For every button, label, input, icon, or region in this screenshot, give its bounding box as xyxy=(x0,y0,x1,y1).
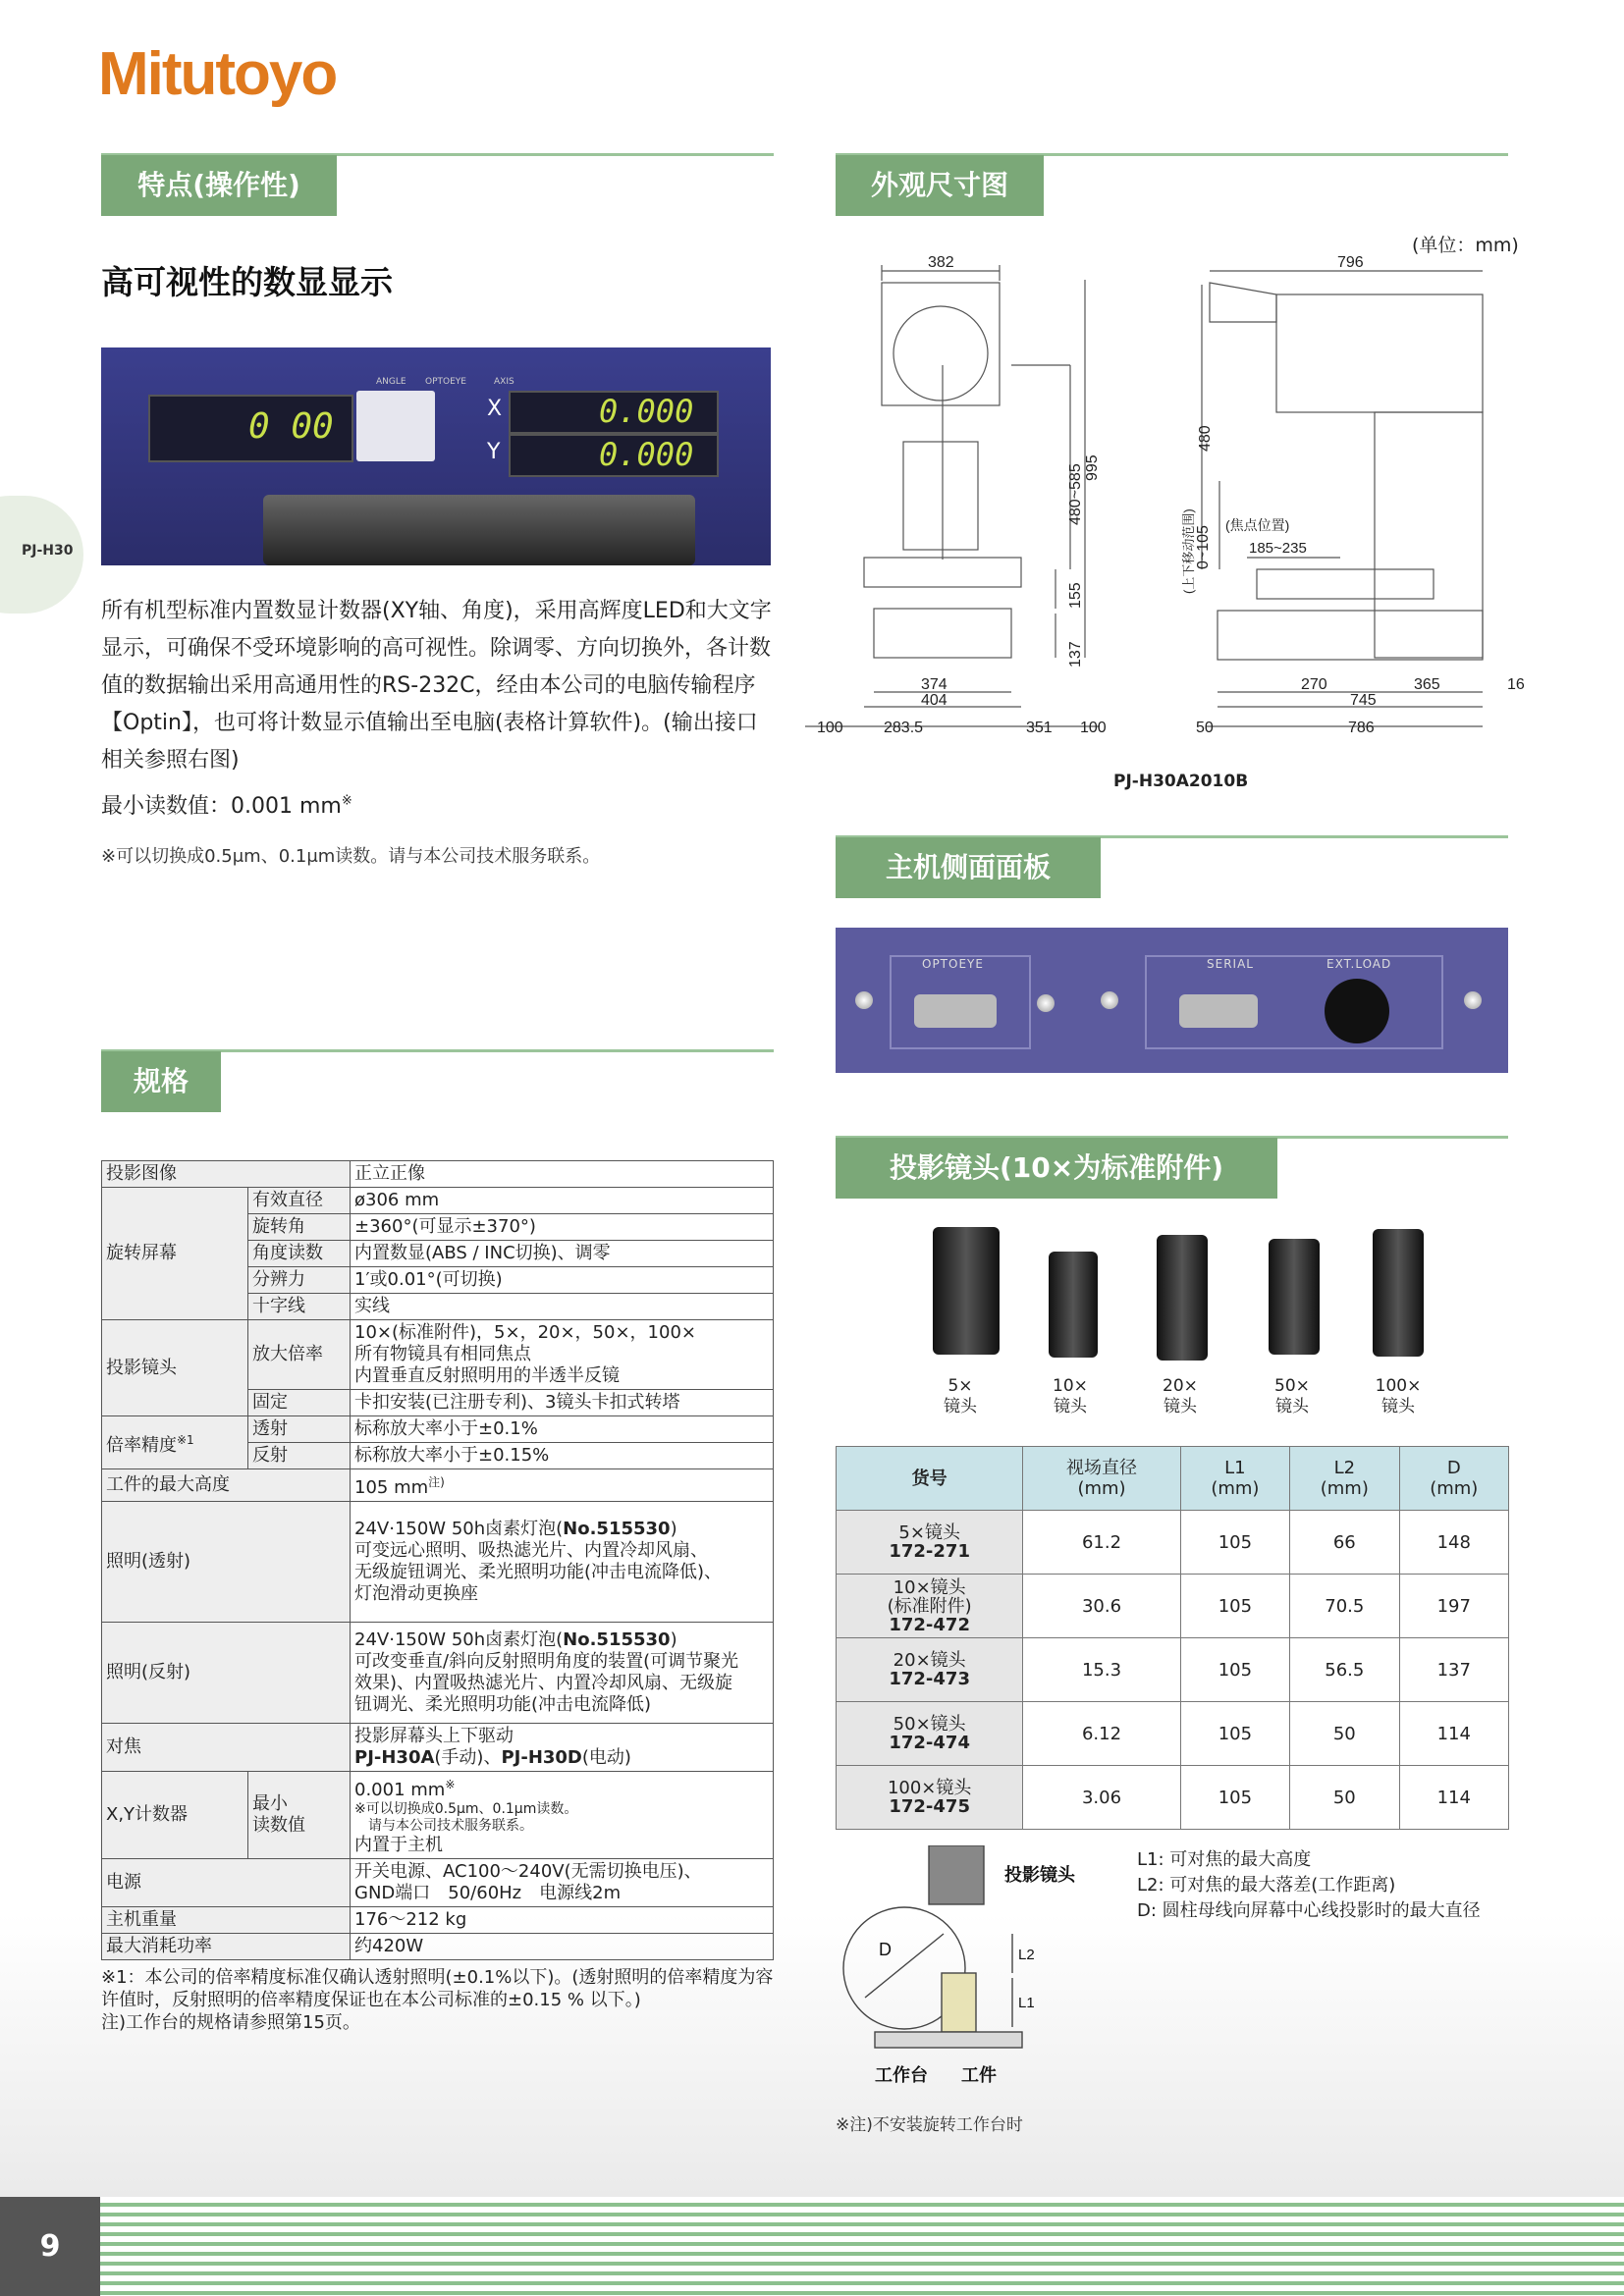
lens-caption xyxy=(1041,1376,1100,1417)
lens-fov: 30.6 xyxy=(1023,1575,1180,1638)
spec-subkey: 分辨力 xyxy=(248,1267,351,1294)
lens-name-note: (标准附件) xyxy=(887,1595,972,1617)
section-heading-side-panel: 主机侧面面板 xyxy=(836,837,1101,898)
spec-value: ø306 mm xyxy=(351,1188,774,1214)
lens-l2: 50 xyxy=(1290,1766,1399,1830)
optoeye-connector xyxy=(914,994,997,1028)
col-header-d xyxy=(1399,1447,1508,1511)
spec-table xyxy=(101,1160,774,1960)
lens-l1: 105 xyxy=(1180,1575,1289,1638)
spec-value: 约420W xyxy=(351,1934,774,1960)
dim-front-155: 155 xyxy=(1067,582,1084,609)
dimensions-caption: PJ-H30A2010B xyxy=(1113,772,1249,791)
lens-working-diagram xyxy=(836,1845,1110,2091)
diagram-work-label: 工件 xyxy=(961,2065,997,2085)
table-row xyxy=(102,1188,774,1214)
spec-value-sup: 注) xyxy=(428,1475,445,1489)
spec-subkey: 反射 xyxy=(248,1443,351,1469)
table-row xyxy=(102,1502,774,1623)
lens-code: 172-475 xyxy=(889,1796,970,1817)
dim-side-365: 365 xyxy=(1414,676,1440,693)
col-header-unit: (mm) xyxy=(1211,1478,1260,1499)
spec-line-a: 24V·150W 50h卤素灯泡( xyxy=(354,1629,564,1650)
lens-20x-photo xyxy=(1157,1235,1208,1361)
stage-base xyxy=(263,495,695,565)
screw-icon xyxy=(1101,991,1118,1009)
dim-side-16: 16 xyxy=(1507,676,1525,693)
col-header-fov xyxy=(1023,1447,1180,1511)
spec-footnotes xyxy=(101,1966,779,2034)
dim-side-480: 480 xyxy=(1197,425,1214,452)
serial-connector xyxy=(1179,994,1258,1028)
lens-fov: 3.06 xyxy=(1023,1766,1180,1830)
lens-100x-photo xyxy=(1373,1229,1424,1357)
col-header-text: 视场直径 xyxy=(1066,1458,1138,1478)
workpiece xyxy=(942,1973,976,2032)
ext-load-port-label: EXT.LOAD xyxy=(1326,957,1392,971)
spec-value: 1′或0.01°(可切换) xyxy=(351,1267,774,1294)
lens-l1: 105 xyxy=(1180,1766,1289,1830)
front-column xyxy=(903,442,978,550)
diagram-d-label: D xyxy=(879,1940,892,1959)
spec-subkey: 透射 xyxy=(248,1416,351,1443)
lens-d: 148 xyxy=(1399,1511,1508,1575)
spec-line-c: ) xyxy=(670,1629,677,1650)
spec-key: 旋转屏幕 xyxy=(102,1188,248,1320)
lens-fov: 6.12 xyxy=(1023,1702,1180,1766)
lens-caption-label: 镜头 xyxy=(1164,1397,1197,1416)
dim-front-480-585: 480~585 xyxy=(1067,463,1084,525)
spec-footnote-2: 注)工作台的规格请参照第15页。 xyxy=(101,2012,360,2033)
spec-value: 176～212 kg xyxy=(351,1907,774,1934)
axis-label: AXIS xyxy=(494,377,514,387)
legend-item: D: 圆柱母线向屏幕中心线投影时的最大直径 xyxy=(1137,1900,1481,1921)
spec-line xyxy=(354,1774,769,1801)
spec-value xyxy=(351,1724,774,1772)
lens-code: 172-472 xyxy=(889,1614,970,1635)
lens-l2: 66 xyxy=(1290,1511,1399,1575)
lens-caption xyxy=(1151,1376,1210,1417)
spec-value xyxy=(351,1859,774,1907)
spec-key xyxy=(102,1416,248,1469)
table-row xyxy=(102,1859,774,1907)
dim-front-283-5: 283.5 xyxy=(884,720,924,736)
spec-line: 内置垂直反射照明用的半透半反镜 xyxy=(354,1365,620,1386)
worktable xyxy=(875,2032,1022,2048)
lens-id xyxy=(837,1766,1023,1830)
col-header-unit: (mm) xyxy=(1430,1478,1479,1499)
lens-code: 172-474 xyxy=(889,1733,970,1753)
section-heading-features: 特点(操作性) xyxy=(101,155,337,216)
lens-id xyxy=(837,1511,1023,1575)
col-header-text: L1 xyxy=(1224,1458,1246,1478)
col-header-text: D xyxy=(1446,1458,1461,1478)
spec-key: 照明(透射) xyxy=(102,1502,351,1623)
spec-key: 电源 xyxy=(102,1859,351,1907)
x-display xyxy=(487,391,719,434)
side-stage xyxy=(1257,569,1434,599)
table-row xyxy=(837,1575,1509,1638)
lens-caption-mag: 100× xyxy=(1375,1376,1422,1396)
lens-caption-label: 镜头 xyxy=(1381,1397,1415,1416)
spec-line: 内置于主机 xyxy=(354,1835,443,1855)
section-heading-lenses: 投影镜头(10×为标准附件) xyxy=(836,1138,1277,1199)
lens-fov: 61.2 xyxy=(1023,1511,1180,1575)
side-column xyxy=(1375,412,1483,658)
angle-label: ANGLE xyxy=(376,377,406,387)
spec-value-text: 105 mm xyxy=(354,1477,429,1498)
min-read-mark: ※ xyxy=(341,793,352,809)
y-display xyxy=(487,434,719,477)
lens-50x-photo xyxy=(1269,1239,1320,1355)
angle-value: 0 00 xyxy=(248,406,334,447)
diagram-l2-label: L2 xyxy=(1018,1947,1035,1963)
lens-caption-mag: 20× xyxy=(1163,1376,1198,1396)
spec-value: 卡扣安装(已注册专利)、3镜头卡扣式转塔 xyxy=(351,1390,774,1416)
spec-value: 标称放大率小于±0.15% xyxy=(351,1443,774,1469)
spec-subkey: 放大倍率 xyxy=(248,1320,351,1390)
legend-item: L2: 可对焦的最大落差(工作距离) xyxy=(1137,1875,1396,1896)
spec-subkey: 旋转角 xyxy=(248,1214,351,1241)
section-heading-dimensions: 外观尺寸图 xyxy=(836,155,1044,216)
lens-caption-label: 镜头 xyxy=(1054,1397,1087,1416)
lens-id xyxy=(837,1575,1023,1638)
features-title: 高可视性的数显显示 xyxy=(101,263,393,301)
spec-line xyxy=(354,1519,769,1540)
table-row xyxy=(102,1320,774,1390)
spec-subkey-line: 最小 xyxy=(252,1793,288,1814)
angle-display xyxy=(148,395,353,462)
spec-key: 投影镜头 xyxy=(102,1320,248,1416)
dim-front-351: 351 xyxy=(1026,720,1053,736)
dim-front-382: 382 xyxy=(928,254,954,271)
spec-key: 最大消耗功率 xyxy=(102,1934,351,1960)
spec-value xyxy=(351,1502,774,1623)
dim-side-270: 270 xyxy=(1301,676,1327,693)
spec-line: 可变远心照明、吸热滤光片、内置冷却风扇、 xyxy=(354,1540,708,1561)
side-tab-label: PJ-H30 xyxy=(22,543,74,559)
lens-code: 172-473 xyxy=(889,1669,970,1689)
lens-d: 114 xyxy=(1399,1766,1508,1830)
front-base xyxy=(874,609,1011,658)
features-note: ※可以切换成0.5μm、0.1μm读数。请与本公司技术服务联系。 xyxy=(101,846,601,867)
dim-front-374: 374 xyxy=(921,676,947,693)
lens-name: 10×镜头 xyxy=(893,1576,966,1598)
table-row xyxy=(837,1702,1509,1766)
lens-id xyxy=(837,1638,1023,1702)
spec-line-a: 24V·150W 50h卤素灯泡( xyxy=(354,1519,564,1539)
table-row xyxy=(837,1766,1509,1830)
dim-side-185-235: 185~235 xyxy=(1249,540,1307,557)
screw-icon xyxy=(855,991,873,1009)
spec-value: 标称放大率小于±0.1% xyxy=(351,1416,774,1443)
table-row xyxy=(102,1416,774,1443)
diagram-l1-label: L1 xyxy=(1018,1995,1035,2011)
lens-d: 197 xyxy=(1399,1575,1508,1638)
screw-icon xyxy=(1464,991,1482,1009)
spec-value: ±360°(可显示±370°) xyxy=(351,1214,774,1241)
spec-value: 内置数显(ABS / INC切换)、调零 xyxy=(351,1241,774,1267)
spec-subkey: 有效直径 xyxy=(248,1188,351,1214)
dim-side-0-105: 0~105 xyxy=(1195,525,1212,569)
side-head xyxy=(1276,294,1483,412)
counter-display-photo xyxy=(101,347,771,565)
lens-l1: 105 xyxy=(1180,1511,1289,1575)
lens-caption-mag: 10× xyxy=(1053,1376,1088,1396)
section-heading-specs: 规格 xyxy=(101,1051,221,1112)
table-row xyxy=(837,1511,1509,1575)
y-axis-label: Y xyxy=(487,440,501,464)
dim-front-137: 137 xyxy=(1067,641,1084,667)
lens-l2: 70.5 xyxy=(1290,1575,1399,1638)
x-value: 0.000 xyxy=(599,393,694,430)
spec-line: 10×(标准附件)，5×，20×，50×，100× xyxy=(354,1322,696,1343)
spec-subkey xyxy=(248,1772,351,1859)
col-header-text: L2 xyxy=(1333,1458,1356,1478)
spec-line-sup: ※ xyxy=(445,1778,456,1791)
dimension-drawing xyxy=(805,245,1532,756)
unit-label: (单位：mm) xyxy=(1412,235,1519,256)
dim-side-796: 796 xyxy=(1337,254,1364,271)
lens-fov: 15.3 xyxy=(1023,1638,1180,1702)
lens-caption-label: 镜头 xyxy=(944,1397,977,1416)
dim-front-100a: 100 xyxy=(817,720,843,736)
side-panel-photo xyxy=(836,928,1508,1073)
model-a: PJ-H30A xyxy=(354,1747,435,1768)
spec-key: 主机重量 xyxy=(102,1907,351,1934)
front-screen-circle xyxy=(893,306,988,400)
spec-key: 投影图像 xyxy=(102,1161,351,1188)
lens-l2: 50 xyxy=(1290,1702,1399,1766)
min-read-text: 最小读数值：0.001 mm xyxy=(101,794,342,819)
diagram-lens-label: 投影镜头 xyxy=(1004,1865,1075,1885)
spec-line xyxy=(354,1629,769,1651)
spec-line xyxy=(354,1747,769,1769)
spec-value xyxy=(351,1469,774,1502)
lens-l1: 105 xyxy=(1180,1702,1289,1766)
spec-line: 灯泡滑动更换座 xyxy=(354,1583,478,1604)
optoeye-label: OPTOEYE xyxy=(425,377,466,387)
spec-line-a: 0.001 mm xyxy=(354,1780,446,1800)
side-tab xyxy=(0,496,83,614)
lens-d: 114 xyxy=(1399,1702,1508,1766)
lens-footnote: ※注)不安装旋转工作台时 xyxy=(836,2115,1023,2135)
spec-line: 可改变垂直/斜向反射照明角度的装置(可调节聚光 xyxy=(354,1651,739,1672)
dim-side-focus-label: (焦点位置) xyxy=(1225,517,1290,533)
spec-subkey-line: 读数值 xyxy=(252,1815,305,1836)
y-value: 0.000 xyxy=(599,436,694,473)
spec-line: 钮调光、柔光照明功能(冲击电流降低) xyxy=(354,1694,652,1715)
table-row xyxy=(102,1161,774,1188)
spec-value: 正立正像 xyxy=(351,1161,774,1188)
spec-value xyxy=(351,1320,774,1390)
table-row xyxy=(102,1724,774,1772)
lens-caption xyxy=(931,1376,990,1417)
spec-line: GND端口 50/60Hz 电源线2m xyxy=(354,1883,622,1903)
spec-line: ※可以切换成0.5μm、0.1μm读数。 xyxy=(354,1801,578,1817)
dim-side-50: 50 xyxy=(1196,720,1214,736)
diagram-table-label: 工作台 xyxy=(875,2065,928,2085)
footer-stripes xyxy=(100,2197,1624,2296)
serial-port-label: SERIAL xyxy=(1207,957,1254,971)
spec-value xyxy=(351,1772,774,1859)
lens-legend xyxy=(1137,1847,1481,1924)
lens-10x-photo xyxy=(1049,1252,1098,1358)
lens-name: 5×镜头 xyxy=(898,1522,960,1543)
dim-side-745: 745 xyxy=(1350,692,1377,709)
dim-side-786: 786 xyxy=(1348,720,1375,736)
side-base xyxy=(1218,611,1483,660)
spec-line: 所有物镜具有相同焦点 xyxy=(354,1344,531,1364)
model-d-note: (电动) xyxy=(581,1747,631,1768)
spec-subkey: 角度读数 xyxy=(248,1241,351,1267)
col-header-unit: (mm) xyxy=(1320,1478,1369,1499)
model-d: PJ-H30D xyxy=(501,1747,582,1768)
lens-d: 137 xyxy=(1399,1638,1508,1702)
col-header-unit: (mm) xyxy=(1077,1478,1126,1499)
table-header-row xyxy=(837,1447,1509,1511)
col-header-id: 货号 xyxy=(837,1447,1023,1511)
spec-line: 投影屏幕头上下驱动 xyxy=(354,1726,514,1746)
spec-line-c: ) xyxy=(670,1519,677,1539)
keypad xyxy=(356,391,435,461)
ext-load-connector xyxy=(1325,979,1389,1043)
lens-caption-label: 镜头 xyxy=(1275,1397,1309,1416)
x-axis-label: X xyxy=(487,397,503,421)
dim-side-range-label: (上下移动范围) xyxy=(1181,508,1196,594)
lens-5x-photo xyxy=(933,1227,1000,1355)
lens-name: 20×镜头 xyxy=(893,1650,966,1671)
lens-name: 100×镜头 xyxy=(887,1778,972,1798)
model-a-note: (手动)、 xyxy=(434,1747,502,1768)
spec-line-b: No.515530 xyxy=(563,1519,671,1539)
dim-front-995: 995 xyxy=(1084,454,1101,481)
lens-l2: 56.5 xyxy=(1290,1638,1399,1702)
dim-front-100b: 100 xyxy=(1080,720,1107,736)
screw-icon xyxy=(1037,994,1055,1012)
spec-value xyxy=(351,1623,774,1724)
features-body: 所有机型标准内置数显计数器(XY轴、角度)，采用高辉度LED和大文字显示，可确保不受环境影响的高可视性。除调零、方向切换外，各计数值的数据输出采用高通用性的RS-232C，经由本公司的电脑传输程序【Optin】，也可将计数显示值输出至电脑(表格计算软件)。(输出接口相关参照右图) xyxy=(101,599,772,773)
spec-footnote-1: ※1：本公司的倍率精度标准仅确认透射照明(±0.1%以下)。(透射照明的倍率精度为容许值时，反射照明的倍率精度保证也在本公司标准的±0.15 % 以下。) xyxy=(101,1967,774,2010)
col-header-l2 xyxy=(1290,1447,1399,1511)
spec-key-sup: ※1 xyxy=(177,1432,194,1447)
spec-key-text: 倍率精度 xyxy=(106,1434,177,1456)
table-row xyxy=(837,1638,1509,1702)
spec-subkey: 十字线 xyxy=(248,1294,351,1320)
optoeye-port-label: OPTOEYE xyxy=(922,957,984,971)
lens-code: 172-271 xyxy=(889,1541,970,1562)
lens-caption xyxy=(1263,1376,1322,1417)
lens-caption-mag: 50× xyxy=(1274,1376,1310,1396)
spec-key: 对焦 xyxy=(102,1724,351,1772)
lens-name: 50×镜头 xyxy=(893,1714,966,1735)
spec-line: 无级旋钮调光、柔光照明功能(冲击电流降低)、 xyxy=(354,1562,723,1582)
front-screen-head xyxy=(882,283,1000,405)
spec-line: 开关电源、AC100～240V(无需切换电压)、 xyxy=(354,1861,702,1882)
spec-key: X,Y计数器 xyxy=(102,1772,248,1859)
spec-value: 实线 xyxy=(351,1294,774,1320)
mitutoyo-logo: Mitutoyo xyxy=(98,40,337,108)
table-row xyxy=(102,1469,774,1502)
lens-caption xyxy=(1369,1376,1428,1417)
lens-id xyxy=(837,1702,1023,1766)
spec-line-b: No.515530 xyxy=(563,1629,671,1650)
table-row xyxy=(102,1934,774,1960)
col-header-l1 xyxy=(1180,1447,1289,1511)
lens-caption-mag: 5× xyxy=(947,1376,973,1396)
lens-body xyxy=(929,1845,984,1904)
spec-line: 效果)、内置吸热滤光片、内置冷却风扇、无级旋 xyxy=(354,1673,733,1693)
min-read-value xyxy=(101,789,352,820)
table-row xyxy=(102,1772,774,1859)
side-screen-hood xyxy=(1210,283,1276,322)
front-stage xyxy=(864,558,1021,587)
lens-table xyxy=(836,1446,1509,1830)
spec-line: 请与本公司技术服务联系。 xyxy=(368,1818,533,1834)
dim-front-404: 404 xyxy=(921,692,947,709)
page-number: 9 xyxy=(0,2197,100,2296)
lens-l1: 105 xyxy=(1180,1638,1289,1702)
spec-subkey: 固定 xyxy=(248,1390,351,1416)
table-row xyxy=(102,1907,774,1934)
spec-key: 照明(反射) xyxy=(102,1623,351,1724)
table-row xyxy=(102,1623,774,1724)
legend-item: L1: 可对焦的最大高度 xyxy=(1137,1849,1312,1870)
spec-key: 工件的最大高度 xyxy=(102,1469,351,1502)
